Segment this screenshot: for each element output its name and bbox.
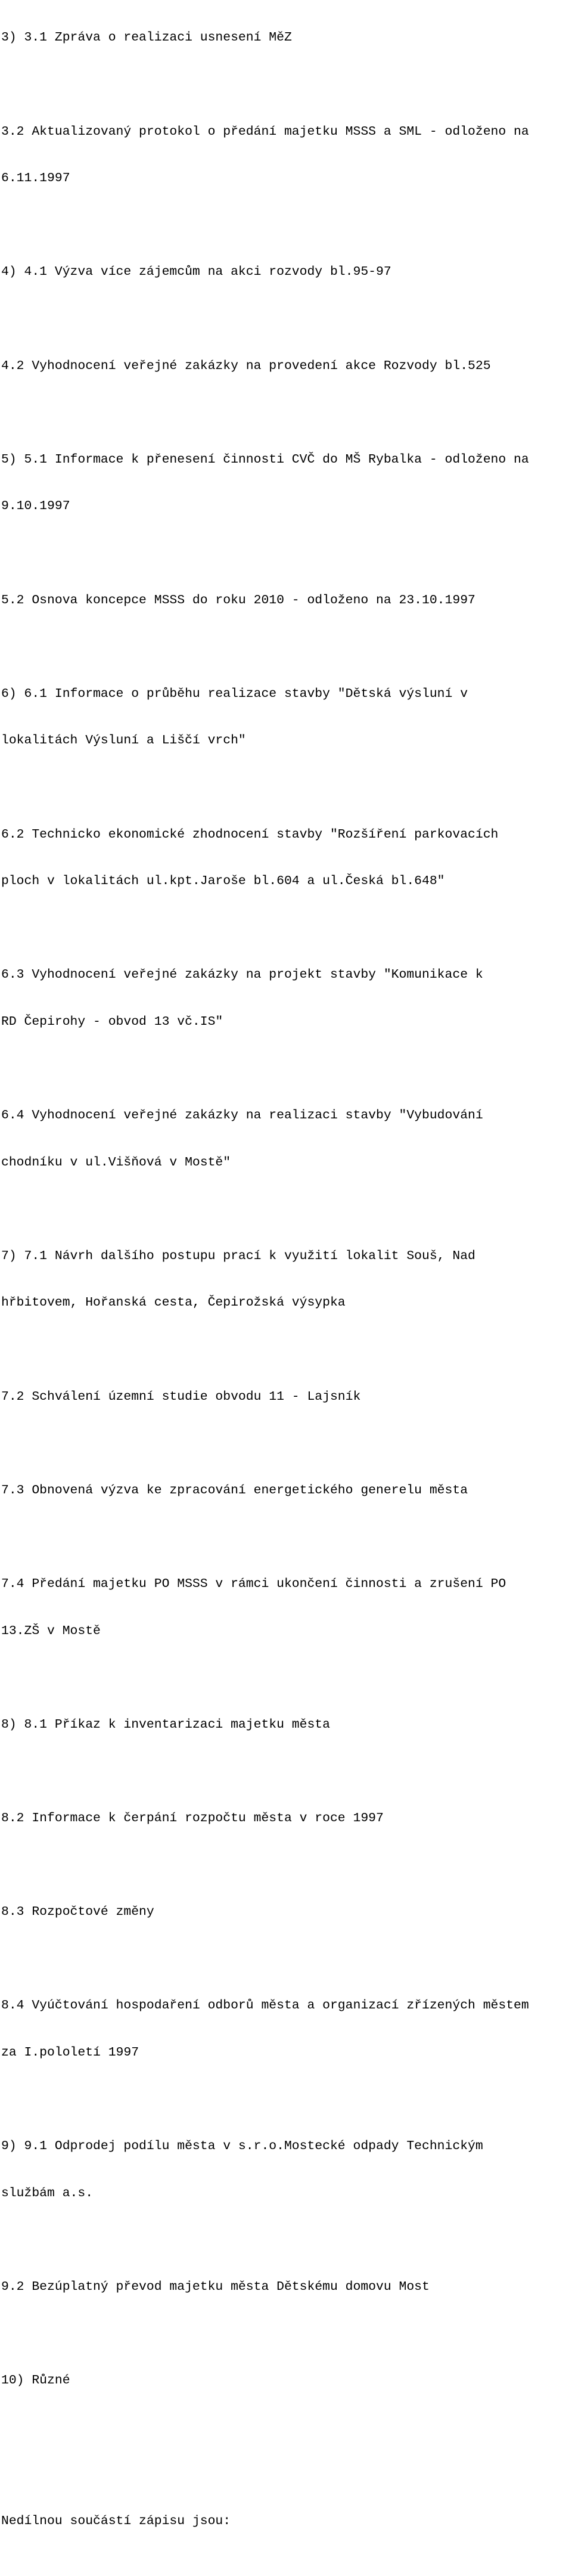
text-line: 9) 9.1 Odprodej podílu města v s.r.o.Mostecké odpady Technickým <box>1 2139 483 2154</box>
text-line: 7.3 Obnovená výzva ke zpracování energetického generelu města <box>1 1483 468 1498</box>
agenda-item-8-4 <box>1 1967 572 2092</box>
text-line: službám a.s. <box>1 2186 94 2200</box>
text-line: za I.pololetí 1997 <box>1 2045 139 2060</box>
document-page <box>1 0 572 2576</box>
text-line: 7.2 Schválení územní studie obvodu 11 - Lajsník <box>1 1389 361 1404</box>
text-line: 8) 8.1 Příkaz k inventarizaci majetku města <box>1 1717 330 1732</box>
agenda-item-8-2 <box>1 1780 572 1858</box>
text-line: 5) 5.1 Informace k přenesení činnosti CVČ do MŠ Rybalka - odloženo na <box>1 452 529 467</box>
text-line: 6.2 Technicko ekonomické zhodnocení stavby "Rozšíření parkovacích <box>1 827 499 842</box>
agenda-item-7-1 <box>1 1217 572 1342</box>
spacer <box>1 2435 572 2482</box>
agenda-item-8-1 <box>1 1685 572 1763</box>
text-line: 10) Různé <box>1 2373 70 2388</box>
text-line: 8.3 Rozpočtové změny <box>1 1905 154 1920</box>
text-line: 5.2 Osnova koncepce MSSS do roku 2010 - odloženo na 23.10.1997 <box>1 593 475 607</box>
text-line: 3) 3.1 Zpráva o realizaci usnesení MěZ <box>1 30 292 45</box>
text-line: hřbitovem, Hořanská cesta, Čepirožská výsypka <box>1 1295 346 1310</box>
footer-note <box>1 2482 572 2560</box>
agenda-item-8-3 <box>1 1873 572 1951</box>
text-line: 4) 4.1 Výzva více zájemcům na akci rozvody bl.95-97 <box>1 265 391 280</box>
agenda-item-6-4 <box>1 1077 572 1202</box>
agenda-item-9-1 <box>1 2107 572 2233</box>
text-line: RD Čepirohy - obvod 13 vč.IS" <box>1 1014 223 1029</box>
agenda-item-7-4 <box>1 1545 572 1670</box>
agenda-item-4-2 <box>1 327 572 405</box>
text-line: 7.4 Předání majetku PO MSSS v rámci ukončení činnosti a zrušení PO <box>1 1577 506 1591</box>
agenda-item-9-2 <box>1 2248 572 2326</box>
text-line: 7) 7.1 Návrh dalšího postupu prací k využití lokalit Souš, Nad <box>1 1248 475 1263</box>
text-line: Nedílnou součástí zápisu jsou: <box>1 2513 231 2528</box>
agenda-item-7-3 <box>1 1451 572 1529</box>
text-line: 6) 6.1 Informace o průběhu realizace stavby "Dětská výsluní v <box>1 686 468 701</box>
text-line: chodníku v ul.Višňová v Mostě" <box>1 1155 231 1170</box>
text-line: lokalitách Výsluní a Liščí vrch" <box>1 733 246 748</box>
text-line: 4.2 Vyhodnocení veřejné zakázky na provedení akce Rozvody bl.525 <box>1 358 491 373</box>
text-line: 9.2 Bezúplatný převod majetku města Dětskému domovu Most <box>1 2279 430 2294</box>
agenda-item-6-1 <box>1 655 572 780</box>
text-line: 8.2 Informace k čerpání rozpočtu města v roce 1997 <box>1 1811 384 1825</box>
agenda-item-6-2 <box>1 795 572 920</box>
text-line: 9.10.1997 <box>1 499 70 514</box>
agenda-item-5-2 <box>1 561 572 639</box>
text-line: ploch v lokalitách ul.kpt.Jaroše bl.604 a ul.Česká bl.648" <box>1 874 445 889</box>
agenda-item-6-3 <box>1 936 572 1061</box>
text-line: 6.4 Vyhodnocení veřejné zakázky na realizaci stavby "Vybudování <box>1 1108 483 1123</box>
agenda-item-3-2 <box>1 92 572 218</box>
text-line: 13.ZŠ v Mostě <box>1 1623 101 1638</box>
text-line: 6.3 Vyhodnocení veřejné zakázky na projekt stavby "Komunikace k <box>1 968 483 982</box>
text-line: 8.4 Vyúčtování hospodaření odborů města a organizací zřízených městem <box>1 1998 529 2013</box>
agenda-item-4-1 <box>1 233 572 311</box>
agenda-item-7-2 <box>1 1357 572 1436</box>
agenda-item-3-1 <box>1 0 572 77</box>
agenda-item-5-1 <box>1 420 572 545</box>
text-line: 3.2 Aktualizovaný protokol o předání majetku MSSS a SML - odloženo na <box>1 124 529 139</box>
agenda-item-10 <box>1 2342 572 2420</box>
text-line: 6.11.1997 <box>1 171 70 186</box>
